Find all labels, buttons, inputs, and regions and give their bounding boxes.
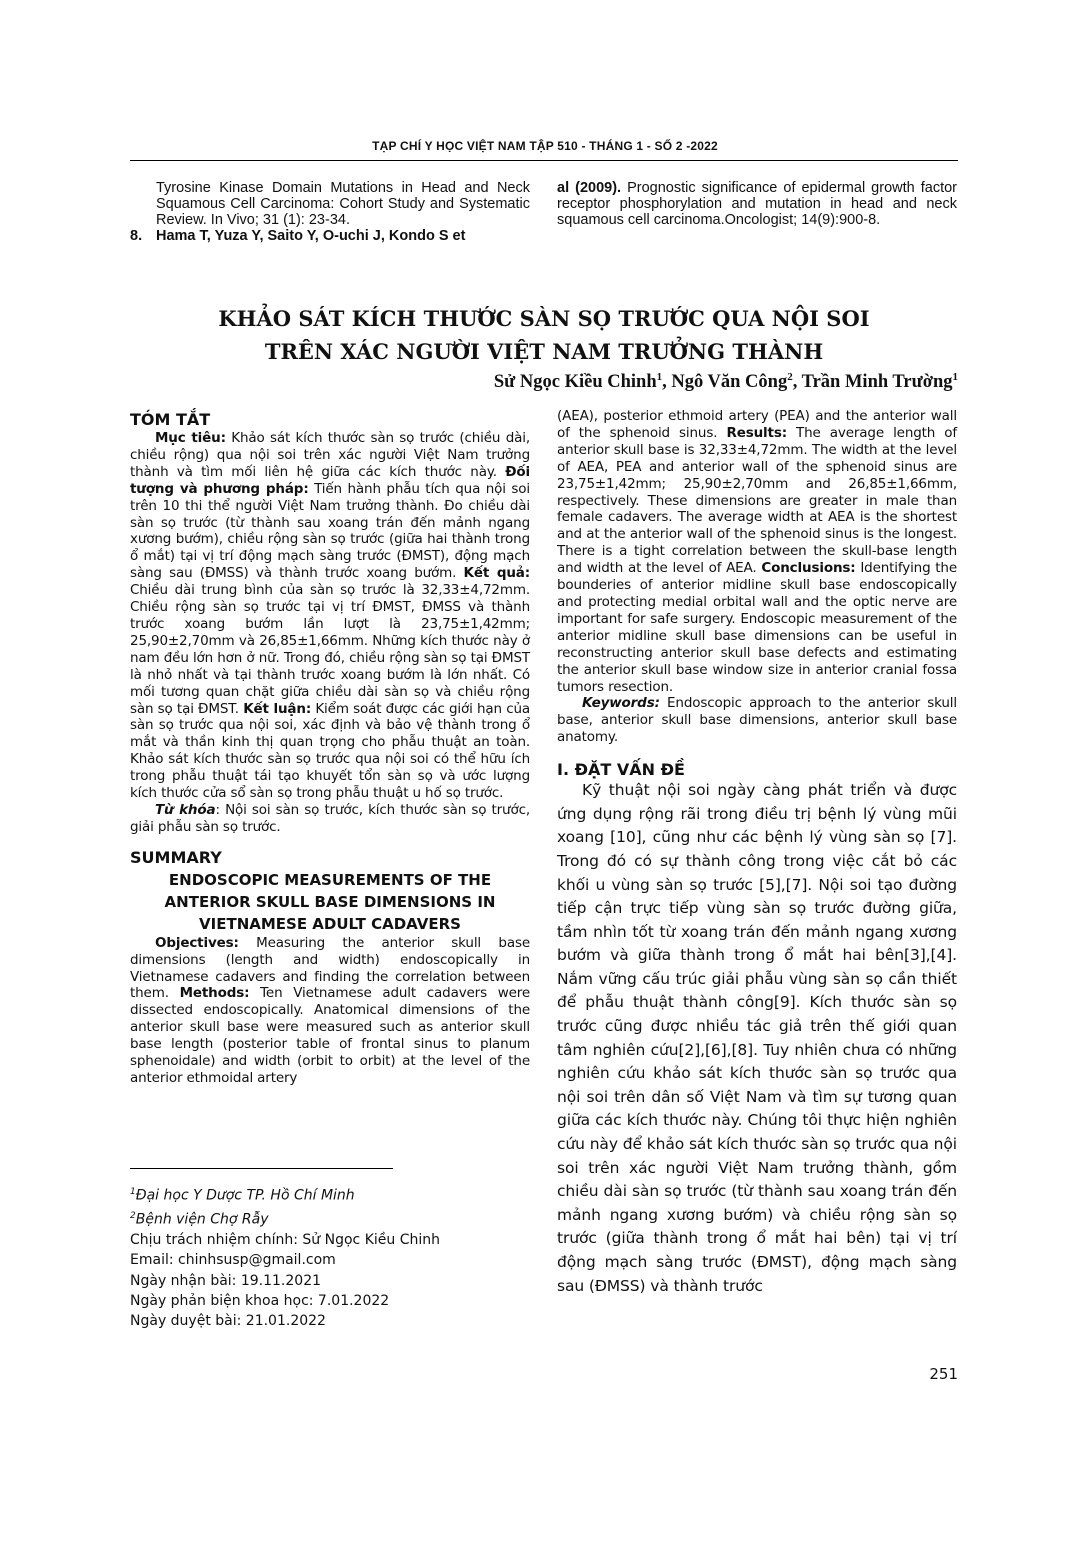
references-right <box>557 180 957 228</box>
intro-body: Kỹ thuật nội soi ngày càng phát triển và được ứng dụng rộng rãi trong điều trị bệnh lý vùng mũi xoang [10], cũng như các bệnh lý vùng sàn sọ [7]. Trong đó có sự thành công trong việc cắt bỏ các khối u vùng sàn sọ trước [5],[7]. Nội soi tạo đường tiếp cận trực tiếp vùng sàn sọ trước đường giữa, tầm nhìn tốt từ xoang trán đến mảnh ngang xương bướm và giữa thành trong ổ mắt hai bên[3],[4]. Nắm vững cấu trúc giải phẫu vùng sàn sọ cần thiết để phẫu thuật thành công[9]. Kích thước sàn sọ trước cũng được nhiều tác giả trên thế giới quan tâm nghiên cứu[2],[6],[8]. Tuy nhiên chưa có những nghiên cứu khảo sát kích thước sàn sọ trước qua nội soi trên dân số Việt Nam và tìm sự tương quan giữa các kích thước này. Chúng tôi thực hiện nghiên cứu này để khảo sát kích thước sàn sọ trước qua nội soi trên xác người Việt Nam trưởng thành, gồm chiều dài sàn sọ trước (từ thành sau xoang trán đến mảnh ngang xương bướm) và chiều rộng sàn sọ trước (giữa thành trong ổ mắt hai bên) tại vị trí động mạch sàng trước (ĐMST), động mạch sàng sau (ĐMSS) và thành trước <box>557 781 957 1295</box>
date-received: Ngày nhận bài: 19.11.2021 <box>130 1272 322 1289</box>
label-ket-luan: Kết luận: <box>243 700 312 717</box>
summary-title: ENDOSCOPIC MEASUREMENTS OF THE ANTERIOR SKULL BASE DIMENSIONS IN VIETNAMESE ADULT CADAVERS <box>164 870 496 933</box>
reference-8 <box>130 228 530 244</box>
label-muc-tieu: Mục tiêu: <box>155 430 226 446</box>
label-conclusions: Conclusions: <box>761 560 856 577</box>
references-left <box>130 180 530 244</box>
page-number: 251 <box>929 1365 958 1383</box>
author-1: Sử Ngọc Kiều Chinh <box>493 372 657 393</box>
text-ket-qua: Chiều dài trung bình của sàn sọ trước là 32,33±4,72mm. Chiều rộng sàn sọ trước tại vị trí ĐMST, ĐMSS và thành trước xoang bướm lần lượt là 23,75±1,42mm; 25,90±2,70mm và 26,85±1,66mm. Những kích thước này ở nam đều lớn hơn ở nữ. Trong đó, chiều rộng sàn sọ tại ĐMST là nhỏ nhất và tại thành trước xoang bướm là lớn nhất. Có mối tương quan chặt giữa chiều dài sàn sọ và chiều rộng sàn sọ tại ĐMST. <box>130 582 530 717</box>
label-tu-khoa: Từ khóa <box>155 801 216 818</box>
label-methods: Methods: <box>179 985 250 1002</box>
author-2: Ngô Văn Công <box>671 372 788 393</box>
affiliation-1 <box>130 1182 530 1206</box>
header-rule <box>130 160 958 161</box>
label-ket-qua: Kết quả: <box>463 565 531 582</box>
text-conclusions: Identifying the bounderies of anterior midline skull base endoscopically and protecting medial orbital wall and the optic nerve are important for safe surgery. Endoscopic measurement of the anterior midline skull base dimensions can be useful in reconstructing anterior skull base defects and estimating the anterior skull base window size in anterior cranial fossa tumors resection. <box>557 560 957 695</box>
date-accepted: Ngày duyệt bài: 21.01.2022 <box>130 1313 326 1330</box>
title-line-2: TRÊN XÁC NGƯỜI VIỆT NAM TRƯỞNG THÀNH <box>264 339 824 364</box>
right-column <box>557 408 957 1298</box>
authors <box>494 371 958 393</box>
text-objectives: Measuring the anterior skull base dimensions (length and width) endoscopically in Vietnamese cadavers and finding the correlation between them. <box>130 934 530 1002</box>
date-reviewed: Ngày phản biện khoa học: 7.01.2022 <box>130 1292 390 1309</box>
responsible-author: Chịu trách nhiệm chính: Sử Ngọc Kiều Chinh <box>130 1231 440 1248</box>
reference-8-authors-cont: al (2009). <box>557 180 622 196</box>
text-methods: Ten Vietnamese adult cadavers were dissected endoscopically. Anatomical dimensions of the anterior skull base were measured such as anterior skull base length (posterior table of frontal sinus to planum sphenoidale) and width (orbit to orbit) at the level of the anterior ethmoidal artery <box>130 985 530 1086</box>
text-keywords: Endoscopic approach to the anterior skull base, anterior skull base dimensions, anterior skull base anatomy. <box>557 695 957 746</box>
author-1-affiliation: 1 <box>656 371 663 383</box>
affiliation-2-marker: 2 <box>130 1210 136 1221</box>
affiliation-1-text: Đại học Y Dược TP. Hồ Chí Minh <box>135 1187 355 1204</box>
text-tu-khoa: : Nội soi sàn sọ trước, kích thước sàn sọ trước, giải phẫu sàn sọ trước. <box>130 801 530 835</box>
reference-8-number: 8. <box>130 228 143 244</box>
text-results: The average length of anterior skull base is 32,33±4,72mm. The width at the level of AEA, PEA and anterior wall of the sphenoid sinus are 23,75±1,42mm; 25,90±2,70mm and 26,85±1,66mm, respectively. These dimensions are greater in male than female cadavers. The average width at AEA is the shortest and at the anterior wall of the sphenoid sinus is the longest. There is a tight correlation between the skull-base length and width at the level of AEA. <box>557 424 957 577</box>
author-3-affiliation: 1 <box>952 371 958 383</box>
reference-8-text: Prognostic significance of epidermal growth factor receptor phosphorylation and mutation in head and neck squamous cell carcinoma.Oncologist; 14(9):900-8. <box>557 180 957 228</box>
reference-7-continuation: Tyrosine Kinase Domain Mutations in Head and Neck Squamous Cell Carcinoma: Cohort Study and Systematic Review. In Vivo; 31 (1): 23-34. <box>156 180 530 228</box>
affiliation-1-marker: 1 <box>130 1187 136 1197</box>
left-column <box>130 410 530 1087</box>
footnote-rule <box>130 1168 393 1169</box>
email: Email: chinhsusp@gmail.com <box>130 1252 336 1269</box>
vn-abstract-body <box>130 430 530 802</box>
text-methods-cont: (AEA), posterior ethmoid artery (PEA) and the anterior wall of the sphenoid sinus. <box>557 408 957 441</box>
text-muc-tieu: Khảo sát kích thước sàn sọ trước (chiều dài, chiều rộng) qua nội soi trên xác người Việt Nam trưởng thành và tìm mối liên hệ giữa các kích thước này. <box>130 430 530 480</box>
label-keywords: Keywords: <box>582 695 660 712</box>
summary-body-right <box>557 408 957 695</box>
author-separator: , <box>662 372 672 393</box>
vn-keywords <box>130 802 530 836</box>
article-title <box>130 302 958 368</box>
footnotes <box>130 1182 530 1331</box>
author-separator: , <box>792 372 802 393</box>
reference-8-continuation <box>557 180 957 228</box>
text-ket-luan: Kiểm soát được các giới hạn của sàn sọ trước qua nội soi, xác định và bảo vệ thành trong ổ mắt và thần kinh thị quan trọng cho phẫu thuật an toàn. Khảo sát kích thước sàn sọ trước qua nội soi có thể hữu ích trong phẫu thuật tái tạo khuyết tổn sàn sọ và ước lượng kích thước cửa sổ sàn sọ trong phẫu thuật u hố sọ trước. <box>130 700 530 802</box>
text-doi-tuong: Tiến hành phẫu tích qua nội soi trên 10 thi thể người Việt Nam trưởng thành. Đo chiều dài sàn sọ trước (từ thành sau xoang trán đến mảnh ngang xương bướm), chiều rộng sàn sọ trước (giữa hai thành trong ổ mắt) tại vị trí động mạch sàng trước (ĐMST), động mạch sàng sau (ĐMSS) và thành trước xoang bướm. <box>130 480 531 582</box>
journal-header: TẠP CHÍ Y HỌC VIỆT NAM TẬP 510 - THÁNG 1 - SỐ 2 -2022 <box>372 139 718 153</box>
en-keywords <box>557 695 957 746</box>
intro-heading: I. ĐẶT VẤN ĐỀ <box>557 760 685 780</box>
author-3: Trần Minh Trường <box>801 372 953 393</box>
reference-8-authors: Hama T, Yuza Y, Saito Y, O-uchi J, Kondo S et <box>156 228 466 244</box>
author-2-affiliation: 2 <box>787 371 793 383</box>
summary-heading: SUMMARY <box>130 847 222 867</box>
affiliation-2-text: Bệnh viện Chợ Rẫy <box>135 1211 269 1228</box>
label-doi-tuong: Đối tượng và phương pháp: <box>130 463 530 497</box>
label-objectives: Objectives: <box>155 934 239 951</box>
summary-body-left <box>130 935 530 1087</box>
label-results: Results: <box>726 424 787 441</box>
vn-abstract-heading: TÓM TẮT <box>130 410 211 429</box>
affiliation-2 <box>130 1206 530 1230</box>
title-line-1: KHẢO SÁT KÍCH THƯỚC SÀN SỌ TRƯỚC QUA NỘI SOI <box>218 306 870 331</box>
